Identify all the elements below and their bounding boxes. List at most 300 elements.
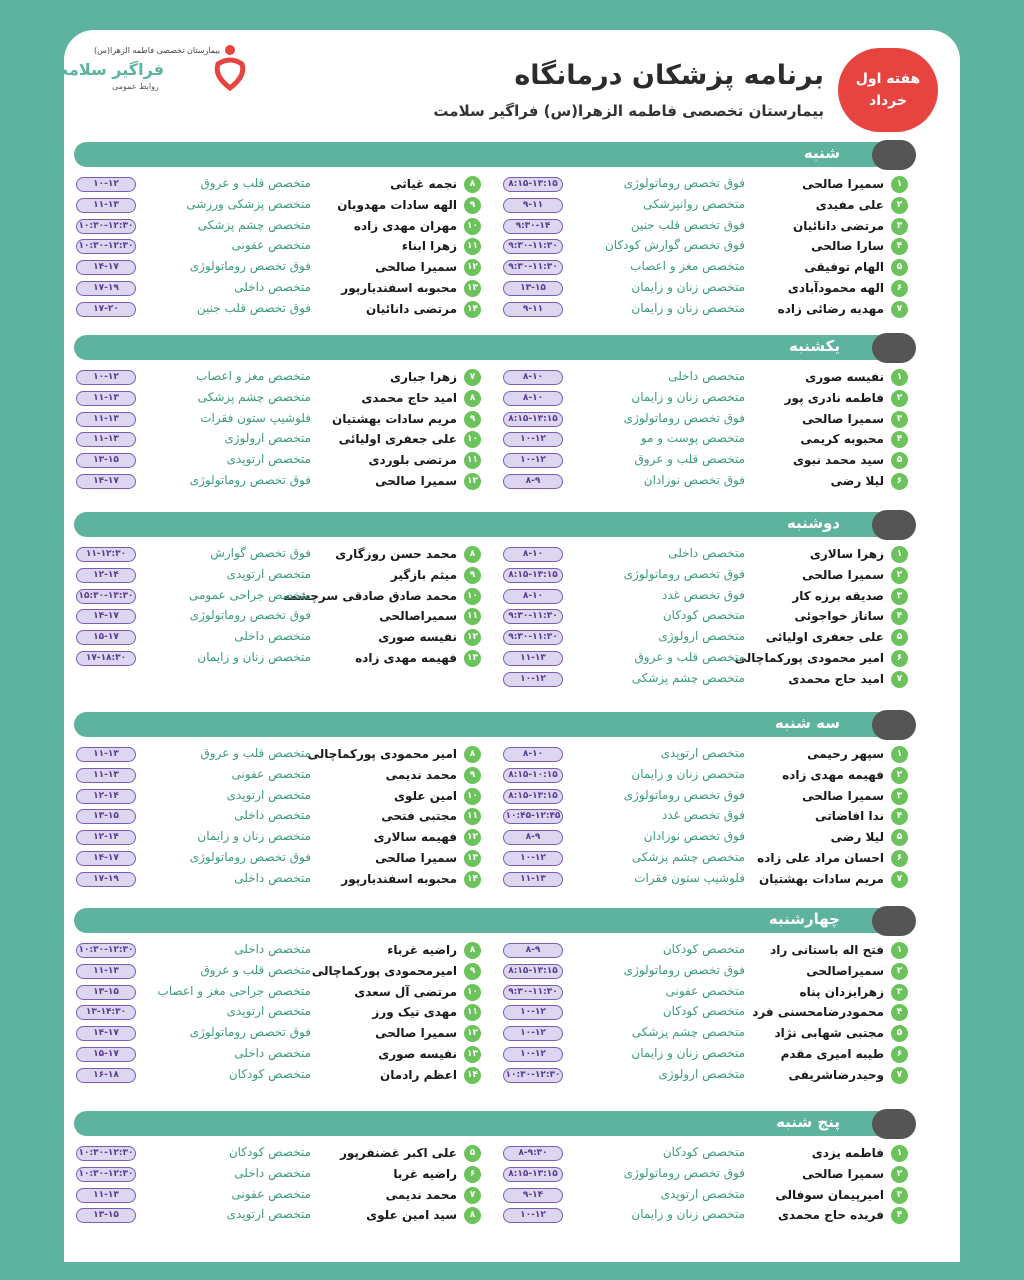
day-header-cap: [872, 510, 916, 540]
doctor-name: لیلا رضی: [830, 830, 884, 845]
doctor-name: محمد حسن روزگاری: [335, 547, 457, 561]
row-number: ۸: [464, 746, 481, 763]
doctor-row: [503, 670, 908, 690]
row-number: ۷: [891, 301, 908, 318]
visit-time: ۱۰-۱۲: [503, 1005, 563, 1020]
doctor-name: سمیرا صالحی: [802, 177, 884, 191]
doctor-specialty: فوق تخصص روماتولوژی: [189, 473, 311, 487]
visit-time: ۸:۱۵-۱۳:۱۵: [503, 412, 563, 427]
doctor-name: احسان مراد علی زاده: [757, 851, 884, 865]
day-section: [74, 712, 914, 898]
row-number: ۲: [891, 1166, 908, 1183]
logo-brand-name: فراگیر سلامت: [52, 60, 164, 79]
doctor-specialty: فلوشیپ ستون فقرات: [634, 870, 745, 885]
doctor-name: سمیراصالحی: [806, 963, 884, 978]
doctor-specialty: متخصص عفونی: [231, 766, 311, 781]
doctor-name: علی جعفری اولیائی: [338, 432, 457, 447]
doctor-name: فاطمه یزدی: [811, 1146, 884, 1160]
doctor-row: [76, 566, 481, 586]
row-number: ۱: [891, 369, 908, 386]
doctor-specialty: متخصص پوست و مو: [640, 431, 745, 446]
doctor-row: [76, 389, 481, 409]
row-number: ۱: [891, 1145, 908, 1162]
visit-time: ۱۰:۳۰-۱۲:۳۰: [76, 1167, 136, 1182]
doctor-row: [503, 870, 908, 890]
visit-time: ۸:۱۵-۱۳:۱۵: [503, 568, 563, 583]
row-number: ۲: [891, 197, 908, 214]
doctor-row: [76, 649, 481, 669]
doctor-row: [503, 649, 908, 669]
doctor-specialty: متخصص زنان و زایمان: [631, 280, 745, 294]
doctor-row: [503, 807, 908, 827]
doctor-name: نفیسه صوری: [805, 370, 884, 384]
doctor-name: امید حاج محمدی: [788, 671, 884, 686]
doctor-specialty: متخصص ارولوژی: [658, 1066, 745, 1081]
row-number: ۲: [891, 567, 908, 584]
doctor-specialty: متخصص ارتوپدی: [226, 1207, 311, 1222]
doctor-specialty: متخصص قلب و عروق: [634, 452, 745, 467]
doctor-row: [76, 410, 481, 430]
doctor-row: [503, 962, 908, 982]
visit-time: ۱۳-۱۴:۳۰: [76, 1005, 136, 1020]
doctor-row: [76, 962, 481, 982]
doctor-specialty: متخصص چشم پزشکی: [631, 1025, 745, 1040]
visit-time: ۱۱-۱۳: [76, 964, 136, 979]
doctor-row: [503, 1206, 908, 1226]
doctor-specialty: متخصص کودکان: [662, 608, 745, 623]
doctor-row: [503, 1003, 908, 1023]
visit-time: ۱۰-۱۲: [76, 177, 136, 192]
doctor-row: [503, 766, 908, 786]
doctor-row: [503, 451, 908, 471]
logo-public-relations: روابط عمومی: [112, 82, 159, 91]
visit-time: ۱۷-۱۹: [76, 281, 136, 296]
doctor-name: سارا صالحی: [811, 239, 884, 254]
row-number: ۱: [891, 746, 908, 763]
row-number: ۱۴: [464, 1067, 481, 1084]
doctor-specialty: متخصص ارتوپدی: [226, 787, 311, 802]
doctor-name: راضیه غربا: [393, 1166, 457, 1181]
day-header-cap: [872, 1109, 916, 1139]
row-number: ۷: [891, 871, 908, 888]
doctor-row: [503, 196, 908, 216]
day-header-bar: [74, 335, 914, 360]
row-number: ۱۱: [464, 452, 481, 469]
doctor-name: علی جعفری اولیائی: [765, 630, 884, 645]
row-number: ۱۰: [464, 788, 481, 805]
row-number: ۱۲: [464, 259, 481, 276]
row-number: ۹: [464, 567, 481, 584]
doctor-specialty: متخصص کودکان: [228, 1066, 311, 1081]
visit-time: ۸-۹: [503, 943, 563, 958]
doctor-specialty: متخصص کودکان: [228, 1145, 311, 1159]
row-number: ۱۲: [464, 629, 481, 646]
row-number: ۵: [891, 1025, 908, 1042]
visit-time: ۱۱-۱۳: [76, 198, 136, 213]
row-number: ۱۳: [464, 650, 481, 667]
doctor-name: مهدیه رضائی زاده: [777, 301, 884, 316]
row-number: ۸: [464, 546, 481, 563]
row-number: ۱۰: [464, 984, 481, 1001]
row-number: ۱۳: [464, 280, 481, 297]
row-number: ۴: [891, 238, 908, 255]
doctor-name: الهه محمودآبادی: [787, 281, 884, 295]
day-header-cap: [872, 140, 916, 170]
visit-time: ۱۶-۱۸: [76, 1068, 136, 1083]
visit-time: ۱۰-۱۲: [503, 453, 563, 468]
doctor-specialty: متخصص داخلی: [234, 629, 311, 644]
day-name: پنج شنبه: [776, 1113, 840, 1131]
doctor-specialty: فوق تخصص قلب جنین: [630, 217, 745, 232]
day-section: [74, 512, 914, 698]
row-number: ۴: [891, 608, 908, 625]
row-number: ۲: [891, 390, 908, 407]
visit-time: ۸-۱۰: [503, 547, 563, 562]
doctor-name: فریده حاج محمدی: [777, 1208, 884, 1223]
doctor-name: امیرپیمان سوفالی: [775, 1187, 884, 1202]
doctor-row: [76, 628, 481, 648]
row-number: ۶: [891, 1046, 908, 1063]
visit-time: ۱۲-۱۴: [76, 568, 136, 583]
day-section: [74, 908, 914, 1094]
doctor-row: [503, 410, 908, 430]
doctor-specialty: متخصص زنان و زایمان: [631, 300, 745, 315]
day-section: [74, 335, 914, 500]
doctor-specialty: متخصص چشم پزشکی: [197, 217, 311, 232]
row-number: ۳: [891, 1187, 908, 1204]
doctor-name: راضیه غرباء: [387, 943, 457, 957]
doctor-name: سید امین علوی: [366, 1208, 457, 1223]
doctor-row: [503, 745, 908, 765]
doctor-name: محمد ندیمی: [385, 1187, 457, 1202]
visit-time: ۱۳-۱۵: [76, 1208, 136, 1223]
row-number: ۸: [464, 176, 481, 193]
week-badge: [838, 48, 938, 132]
row-number: ۴: [891, 1004, 908, 1021]
doctor-specialty: متخصص ارولوژی: [224, 431, 311, 446]
doctor-specialty: متخصص کودکان: [662, 1004, 745, 1019]
doctor-specialty: متخصص قلب و عروق: [200, 746, 311, 760]
doctor-row: [503, 1165, 908, 1185]
doctor-name: محبوبه اسفندیارپور: [341, 871, 457, 886]
doctor-row: [76, 1165, 481, 1185]
doctor-name: میثم بازگیر: [390, 567, 457, 582]
doctor-specialty: متخصص زنان و زایمان: [631, 389, 745, 404]
doctor-row: [503, 828, 908, 848]
doctor-specialty: متخصص زنان و زایمان: [631, 766, 745, 781]
doctor-row: [503, 587, 908, 607]
hospital-logo: [42, 40, 252, 100]
doctor-row: [76, 279, 481, 299]
badge-week: هفته اول: [855, 71, 921, 87]
visit-time: ۱۱-۱۳: [503, 872, 563, 887]
row-number: ۵: [891, 259, 908, 276]
row-number: ۱۴: [464, 301, 481, 318]
doctor-specialty: فوق تخصص روماتولوژی: [189, 259, 311, 274]
doctor-row: [76, 237, 481, 257]
visit-time: ۸:۱۵-۱۳:۱۵: [503, 789, 563, 804]
visit-time: ۸-۱۰: [503, 391, 563, 406]
row-number: ۱۱: [464, 1004, 481, 1021]
doctor-name: صدیقه برزه کار: [792, 588, 884, 603]
doctor-specialty: متخصص چشم پزشکی: [631, 850, 745, 864]
doctor-specialty: متخصص داخلی: [234, 1165, 311, 1180]
visit-time: ۱۲-۱۴: [76, 830, 136, 845]
doctor-row: [76, 1066, 481, 1086]
page-header: [0, 0, 1024, 140]
doctor-name: فتح اله باستانی راد: [770, 943, 884, 957]
doctor-specialty: متخصص ارتوپدی: [226, 1004, 311, 1019]
visit-time: ۱۳-۱۵: [76, 985, 136, 1000]
doctor-specialty: متخصص داخلی: [668, 369, 745, 383]
doctor-specialty: فوق تخصص روماتولوژی: [623, 787, 745, 802]
visit-time: ۱۳-۱۵: [76, 453, 136, 468]
doctor-specialty: متخصص داخلی: [668, 546, 745, 560]
row-number: ۶: [891, 280, 908, 297]
doctor-specialty: متخصص قلب و عروق: [200, 962, 311, 977]
visit-time: ۸:۱۵-۱۳:۱۵: [503, 964, 563, 979]
visit-time: ۱۰-۱۲: [503, 1208, 563, 1223]
row-number: ۲: [891, 963, 908, 980]
visit-time: ۱۵-۱۷: [76, 630, 136, 645]
day-header-cap: [872, 710, 916, 740]
row-number: ۱۱: [464, 238, 481, 255]
row-number: ۲: [891, 767, 908, 784]
doctor-row: [503, 1066, 908, 1086]
doctor-name: مرتضی دانائیان: [366, 301, 457, 316]
doctor-row: [76, 217, 481, 237]
doctor-row: [76, 787, 481, 807]
doctor-row: [76, 545, 481, 565]
row-number: ۱۱: [464, 808, 481, 825]
doctor-name: مریم سادات بهشتیان: [759, 871, 884, 886]
row-number: ۱۴: [464, 871, 481, 888]
visit-time: ۱۰:۴۵-۱۲:۴۵: [503, 809, 563, 824]
visit-time: ۱۱-۱۳: [76, 768, 136, 783]
visit-time: ۱۲-۱۴: [76, 789, 136, 804]
doctor-row: [76, 368, 481, 388]
visit-time: ۹-۱۱: [503, 198, 563, 213]
visit-time: ۱۱-۱۳: [503, 651, 563, 666]
doctor-specialty: فوق تخصص روماتولوژی: [189, 608, 311, 623]
row-number: ۱۲: [464, 829, 481, 846]
doctor-specialty: فوق تخصص روماتولوژی: [623, 1165, 745, 1180]
visit-time: ۱۳-۱۵: [503, 281, 563, 296]
visit-time: ۱۱-۱۲:۳۰: [76, 547, 136, 562]
doctor-specialty: متخصص پزشکی ورزشی: [186, 196, 311, 211]
doctor-specialty: فوق تخصص روماتولوژی: [623, 410, 745, 425]
doctor-name: لیلا رضی: [830, 474, 884, 488]
doctor-specialty: متخصص قلب و عروق: [634, 650, 745, 664]
row-number: ۷: [891, 1067, 908, 1084]
visit-time: ۱۱-۱۳: [76, 1188, 136, 1203]
doctor-name: مجتبی فتحی: [381, 809, 457, 824]
doctor-specialty: متخصص چشم پزشکی: [631, 670, 745, 685]
doctor-specialty: فوق تخصص قلب جنین: [196, 300, 311, 315]
day-name: دوشنبه: [786, 514, 840, 532]
doctor-name: سید محمد نبوی: [793, 453, 884, 468]
doctor-name: سمیرا صالحی: [375, 474, 457, 488]
doctor-name: سمیرا صالحی: [375, 1026, 457, 1041]
doctor-row: [503, 1186, 908, 1206]
doctor-row: [503, 566, 908, 586]
doctor-row: [76, 1206, 481, 1226]
doctor-specialty: متخصص جراحی عمومی: [188, 587, 311, 602]
doctor-row: [503, 472, 908, 492]
doctor-specialty: متخصص قلب و عروق: [200, 176, 311, 190]
row-number: ۵: [891, 452, 908, 469]
doctor-row: [76, 766, 481, 786]
row-number: ۳: [891, 588, 908, 605]
doctor-specialty: متخصص عفونی: [665, 983, 745, 998]
doctor-row: [76, 430, 481, 450]
doctor-specialty: فوق تخصص روماتولوژی: [623, 176, 745, 190]
doctor-name: زهرا ابناء: [401, 239, 457, 254]
doctor-row: [503, 983, 908, 1003]
doctor-name: سمیرا صالحی: [375, 260, 457, 275]
row-number: ۹: [464, 411, 481, 428]
doctor-specialty: متخصص ارتوپدی: [660, 746, 745, 760]
doctor-name: الهام توفیقی: [804, 260, 884, 275]
doctor-specialty: متخصص عفونی: [231, 238, 311, 253]
doctor-name: امید حاج محمدی: [361, 390, 457, 405]
doctor-specialty: متخصص داخلی: [234, 808, 311, 823]
doctor-specialty: فوق تخصص گوارش: [210, 546, 311, 560]
visit-time: ۱۰-۱۲: [503, 1047, 563, 1062]
badge-month: خرداد: [869, 93, 907, 109]
doctor-row: [76, 807, 481, 827]
doctor-specialty: متخصص مغز و اعصاب: [196, 369, 311, 383]
day-section: [74, 1111, 914, 1234]
doctor-specialty: فوق تخصص روماتولوژی: [189, 1025, 311, 1040]
doctor-row: [503, 258, 908, 278]
doctor-row: [76, 300, 481, 320]
visit-time: ۱۰:۳۰-۱۲:۳۰: [76, 1146, 136, 1161]
visit-time: ۱۰-۱۲: [503, 432, 563, 447]
day-section: [74, 142, 914, 328]
visit-time: ۱۰:۳۰-۱۲:۳۰: [76, 239, 136, 254]
doctor-name: ساناز خواجوئی: [794, 609, 884, 624]
visit-time: ۱۴-۱۷: [76, 1026, 136, 1041]
doctor-row: [503, 607, 908, 627]
doctor-name: امیر محمودی پورکماچالی: [734, 651, 884, 665]
doctor-row: [503, 217, 908, 237]
doctor-name: محمد صادق صادقی سرچشمه: [282, 588, 457, 603]
doctor-row: [76, 607, 481, 627]
doctor-row: [76, 258, 481, 278]
doctor-row: [503, 1024, 908, 1044]
visit-time: ۱۰-۱۲: [503, 672, 563, 687]
doctor-row: [503, 300, 908, 320]
day-header-cap: [872, 333, 916, 363]
doctor-name: علی مفیدی: [815, 197, 884, 212]
doctor-specialty: متخصص داخلی: [234, 280, 311, 294]
doctor-name: طیبه امیری مقدم: [780, 1047, 884, 1061]
visit-time: ۱۰-۱۲: [503, 851, 563, 866]
doctor-row: [76, 745, 481, 765]
doctor-name: مهران مهدی زاده: [353, 218, 457, 233]
logo-hospital-text: بیمارستان تخصصی فاطمه الزهرا(س): [94, 46, 221, 55]
visit-time: ۸-۱۰: [503, 589, 563, 604]
visit-time: ۹:۳۰-۱۱:۳۰: [503, 985, 563, 1000]
visit-time: ۸-۱۰: [503, 370, 563, 385]
doctor-specialty: متخصص زنان و زایمان: [197, 650, 311, 664]
row-number: ۳: [891, 984, 908, 1001]
doctor-name: فهیمه سالاری: [373, 830, 457, 845]
doctor-specialty: متخصص ارتوپدی: [226, 452, 311, 467]
doctor-name: فهیمه مهدی زاده: [782, 767, 884, 782]
visit-time: ۱۷-۱۹: [76, 872, 136, 887]
row-number: ۱۲: [464, 473, 481, 490]
doctor-name: مریم سادات بهشتیان: [332, 411, 457, 426]
doctor-name: زهرا سالاری: [809, 547, 884, 561]
visit-time: ۸-۱۰: [503, 747, 563, 762]
doctor-row: [503, 941, 908, 961]
doctor-name: ندا افاضاتی: [815, 809, 884, 824]
row-number: ۱: [891, 176, 908, 193]
visit-time: ۱۵-۱۷: [76, 1047, 136, 1062]
doctor-specialty: متخصص مغز و اعصاب: [630, 259, 745, 274]
row-number: ۱: [891, 546, 908, 563]
row-number: ۵: [464, 1145, 481, 1162]
doctor-specialty: متخصص چشم پزشکی: [197, 389, 311, 404]
doctor-name: سمیرا صالحی: [375, 851, 457, 865]
row-number: ۹: [464, 197, 481, 214]
visit-time: ۸-۹: [503, 830, 563, 845]
day-name: یکشنبه: [789, 337, 840, 355]
doctor-specialty: متخصص ارولوژی: [658, 629, 745, 644]
row-number: ۱۰: [464, 588, 481, 605]
row-number: ۱: [891, 942, 908, 959]
doctor-row: [503, 279, 908, 299]
visit-time: ۱۱-۱۳: [76, 391, 136, 406]
visit-time: ۹-۱۱: [503, 302, 563, 317]
visit-time: ۱۰:۳۰-۱۲:۳۰: [76, 219, 136, 234]
doctor-specialty: متخصص زنان و زایمان: [631, 1046, 745, 1060]
doctor-row: [503, 430, 908, 450]
page-subtitle: بیمارستان تخصصی فاطمه الزهرا(س) فراگیر سلامت: [433, 102, 824, 120]
row-number: ۸: [464, 390, 481, 407]
doctor-row: [503, 787, 908, 807]
doctor-row: [503, 1045, 908, 1065]
day-name: سه شنبه: [774, 714, 840, 732]
visit-time: ۱۴-۱۷: [76, 609, 136, 624]
doctor-row: [503, 849, 908, 869]
doctor-specialty: متخصص داخلی: [234, 870, 311, 885]
doctor-specialty: فوق تخصص نوزادان: [643, 829, 745, 844]
day-name: چهارشنبه: [768, 910, 840, 928]
doctor-name: اعظم رادمان: [380, 1067, 457, 1082]
row-number: ۳: [891, 411, 908, 428]
doctor-name: مجتبی شهابی نژاد: [774, 1026, 884, 1041]
visit-time: ۸:۱۵-۱۰:۱۵: [503, 768, 563, 783]
row-number: ۱۳: [464, 850, 481, 867]
doctor-name: سمیراصالحی: [379, 609, 457, 624]
doctor-row: [76, 1024, 481, 1044]
doctor-row: [503, 237, 908, 257]
row-number: ۵: [891, 829, 908, 846]
visit-time: ۸-۹:۳۰: [503, 1146, 563, 1161]
doctor-specialty: متخصص داخلی: [234, 942, 311, 956]
doctor-specialty: فلوشیپ ستون فقرات: [200, 410, 311, 425]
row-number: ۶: [464, 1166, 481, 1183]
doctor-specialty: متخصص عفونی: [231, 1186, 311, 1201]
row-number: ۴: [891, 808, 908, 825]
doctor-row: [76, 1045, 481, 1065]
doctor-row: [76, 870, 481, 890]
row-number: ۹: [464, 963, 481, 980]
visit-time: ۱۴-۱۷: [76, 851, 136, 866]
